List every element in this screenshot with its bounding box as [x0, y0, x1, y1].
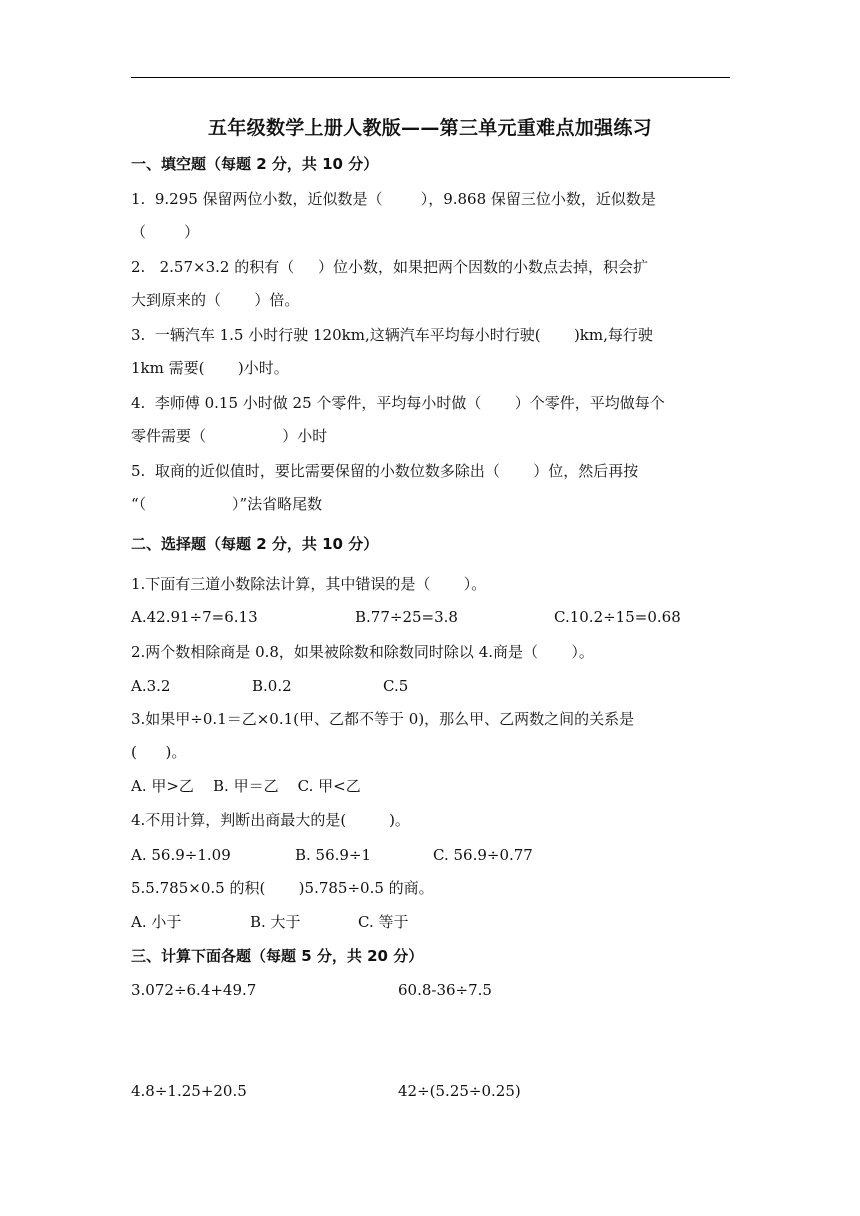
- s2-q4-option-a: A. 56.9÷1.09: [131, 846, 231, 864]
- page-title: 五年级数学上册人教版——第三单元重难点加强练习: [208, 117, 652, 139]
- s1-q1-line1: 1. 9.295 保留两位小数，近似数是（ ），9.868 保留三位小数，近似数是: [131, 190, 656, 208]
- s3-problem-2: 60.8-36÷7.5: [398, 981, 492, 999]
- s2-q2: 2.两个数相除商是 0.8，如果被除数和除数同时除以 4.商是（ ）。: [131, 643, 594, 661]
- section-1-heading: 一、填空题（每题 2 分，共 10 分）: [131, 155, 379, 173]
- s3-problem-4: 42÷(5.25÷0.25): [398, 1082, 521, 1100]
- s2-q1-option-a: A.42.91÷7=6.13: [131, 608, 258, 626]
- s2-q5-option-c: C. 等于: [358, 913, 409, 931]
- s1-q3-line2: 1km 需要( )小时。: [131, 359, 289, 377]
- s1-q5-line2: “（ ）”法省略尾数: [131, 495, 323, 513]
- s3-problem-3: 4.8÷1.25+20.5: [131, 1082, 247, 1100]
- s2-q3-line1: 3.如果甲÷0.1＝乙×0.1(甲、乙都不等于 0)，那么甲、乙两数之间的关系是: [131, 710, 635, 728]
- section-3-heading: 三、计算下面各题（每题 5 分，共 20 分）: [131, 947, 424, 965]
- s2-q1-option-c: C.10.2÷15=0.68: [554, 608, 681, 626]
- header-rule: [131, 77, 730, 78]
- s2-q5: 5.5.785×0.5 的积( )5.785÷0.5 的商。: [131, 879, 434, 897]
- s1-q2-line2: 大到原来的（ ）倍。: [131, 291, 300, 309]
- s1-q3-line1: 3. 一辆汽车 1.5 小时行驶 120km,这辆汽车平均每小时行驶( )km,每行驶: [131, 326, 653, 344]
- section-2-heading: 二、选择题（每题 2 分，共 10 分）: [131, 535, 379, 553]
- s2-q3-options: A. 甲>乙 B. 甲＝乙 C. 甲<乙: [131, 777, 361, 795]
- s1-q1-line2: （ ）: [131, 223, 200, 241]
- s1-q2-line1: 2. 2.57×3.2 的积有（ ）位小数，如果把两个因数的小数点去掉，积会扩: [131, 258, 649, 276]
- s2-q1: 1.下面有三道小数除法计算，其中错误的是（ ）。: [131, 575, 487, 593]
- s2-q4-option-b: B. 56.9÷1: [295, 846, 372, 864]
- s2-q4-option-c: C. 56.9÷0.77: [433, 846, 533, 864]
- s2-q2-option-b: B.0.2: [252, 677, 292, 695]
- s2-q5-option-b: B. 大于: [250, 913, 301, 931]
- s1-q5-line1: 5. 取商的近似值时，要比需要保留的小数位数多除出（ ）位，然后再按: [131, 462, 639, 480]
- s2-q4: 4.不用计算，判断出商最大的是( )。: [131, 811, 410, 829]
- s2-q1-option-b: B.77÷25=3.8: [355, 608, 458, 626]
- s2-q5-option-a: A. 小于: [131, 913, 182, 931]
- s1-q4-line2: 零件需要（ ）小时: [131, 427, 328, 445]
- s2-q2-option-a: A.3.2: [131, 677, 171, 695]
- s2-q3-line2: ( )。: [131, 743, 187, 761]
- s3-problem-1: 3.072÷6.4+49.7: [131, 981, 257, 999]
- s1-q4-line1: 4. 李师傅 0.15 小时做 25 个零件，平均每小时做（ ）个零件，平均做每个: [131, 394, 665, 412]
- s2-q2-option-c: C.5: [383, 677, 409, 695]
